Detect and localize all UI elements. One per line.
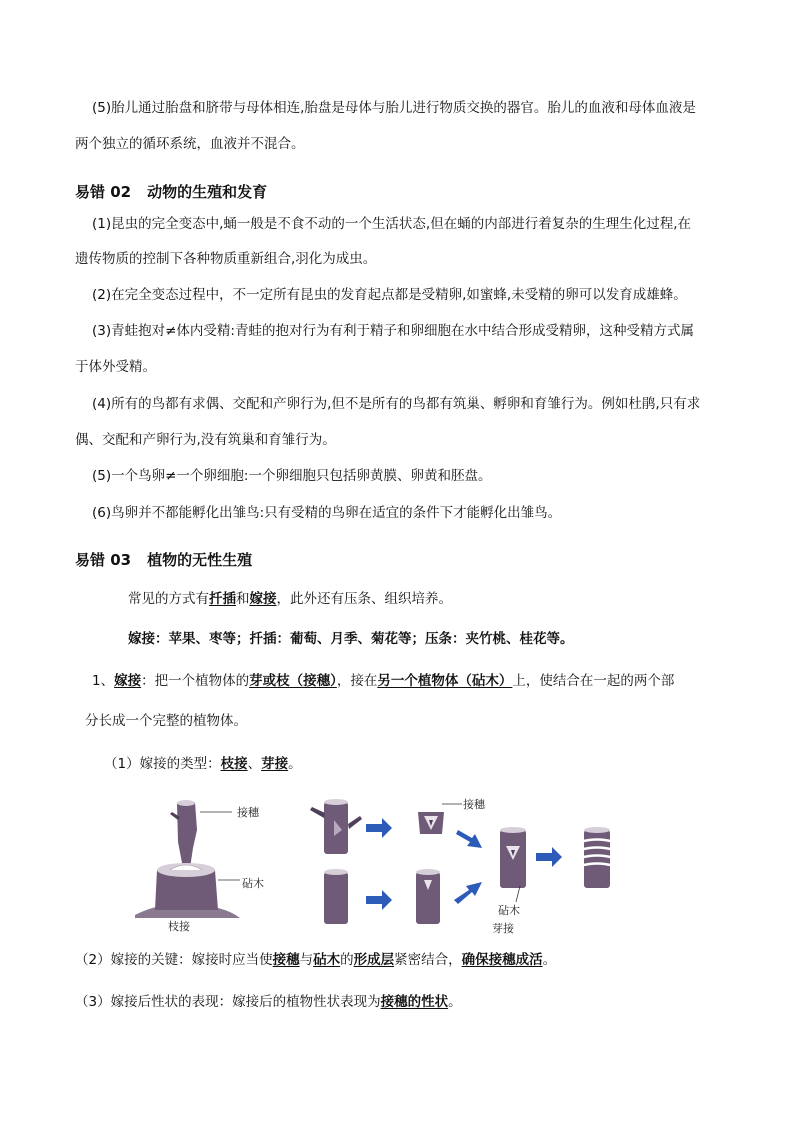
- text: （2）嫁接的关键：嫁接时应当使: [75, 952, 273, 968]
- bud-stock-source: [324, 869, 348, 924]
- label-scion-bud: 接穗: [463, 798, 485, 811]
- keyword-stock: 另一个植物体（砧木）: [377, 673, 513, 689]
- definition-grafting-line1: [92, 670, 674, 692]
- caption-bud-graft: 芽接: [492, 922, 514, 935]
- keyword-grafting: 嫁接: [114, 673, 142, 689]
- definition-grafting-line2: 分长成一个完整的植物体。: [85, 713, 247, 729]
- arrow-4: [454, 882, 482, 904]
- keyword-scion: 芽或枝（接穗）: [249, 673, 337, 689]
- heading-title: 动物的生殖和发育: [147, 183, 268, 201]
- paragraph-methods: [128, 588, 452, 610]
- heading-number: 易错 03: [75, 551, 132, 569]
- bud-graft-bound: [580, 827, 614, 888]
- text: （3）嫁接后性状的表现：嫁接后的植物性状表现为: [75, 994, 381, 1010]
- text: 紧密结合，: [394, 952, 462, 968]
- paragraph-placenta-line1: (5)胎儿通过胎盘和脐带与母体相连,胎盘是母体与胎儿进行物质交换的器官。胎儿的血液和母体血液是: [92, 100, 696, 116]
- paragraph-bird-line2: 偶、交配和产卵行为,没有筑巢和育雏行为。: [75, 432, 336, 448]
- keyword-grafting: 嫁接: [249, 591, 277, 607]
- paragraph-frog-line1: (3)青蛙抱对≠体内受精:青蛙的抱对行为有利于精子和卵细胞在水中结合形成受精卵，这种受精方式属: [92, 323, 694, 339]
- text: 与: [299, 952, 314, 968]
- section-heading-03: [75, 549, 252, 570]
- paragraph-bee: (2)在完全变态过程中，不一定所有昆虫的发育起点都是受精卵,如蜜蜂,未受精的卵可以发育成雄蜂。: [92, 287, 687, 303]
- bud-graft-source-branch: [310, 799, 362, 854]
- paragraph-egg: (5)一个鸟卵≠一个卵细胞:一个卵细胞只包括卵黄膜、卵黄和胚盘。: [92, 468, 492, 484]
- grafting-trait: [75, 991, 462, 1013]
- text: 。: [542, 952, 557, 968]
- keyword-cutting: 扦插: [209, 591, 236, 607]
- text: 和: [236, 591, 250, 607]
- paragraph-insect-line2: 遗传物质的控制下各种物质重新组合,羽化为成虫。: [75, 251, 377, 267]
- caption-branch-graft: 枝接: [168, 920, 190, 933]
- keyword-cambium: 形成层: [353, 952, 395, 968]
- text: 1、: [92, 673, 115, 689]
- grafting-key: [75, 949, 556, 971]
- text: ：把一个植物体的: [141, 673, 250, 689]
- text: 。: [448, 994, 462, 1010]
- text: 、: [247, 756, 262, 772]
- text: ，此外还有压条、组织培养。: [276, 591, 452, 607]
- paragraph-bird-line1: (4)所有的鸟都有求偶、交配和产卵行为,但不是所有的鸟都有筑巢、孵卵和育雏行为。例如杜鹃,只有求: [92, 396, 701, 412]
- branch-graft-scion: [170, 800, 197, 868]
- arrow-3: [366, 890, 392, 910]
- arrow-5: [536, 847, 562, 867]
- paragraph-hatch: (6)鸟卵并不都能孵化出雏鸟:只有受精的鸟卵在适宜的条件下才能孵化出雏鸟。: [92, 505, 562, 521]
- paragraph-examples: 嫁接：苹果、枣等；扦插：葡萄、月季、菊花等；压条：夹竹桃、桂花等。: [128, 631, 574, 647]
- arrow-2: [456, 830, 482, 848]
- text: 的: [340, 952, 354, 968]
- text: （1）嫁接的类型：: [104, 756, 221, 772]
- text: 常见的方式有: [128, 591, 209, 607]
- bud-scion-piece: [418, 812, 444, 834]
- text: 。: [288, 756, 302, 772]
- label-stock: 砧木: [242, 877, 264, 890]
- bud-stock-cut: [416, 869, 440, 924]
- grafting-figure: [120, 790, 630, 935]
- keyword-bud-graft: 芽接: [261, 756, 289, 772]
- branch-graft-stock: [135, 863, 240, 918]
- text: 上，使结合在一起的两个部: [512, 673, 675, 689]
- paragraph-insect-line1: (1)昆虫的完全变态中,蛹一般是不食不动的一个生活状态,但在蛹的内部进行着复杂的生理生化过程,在: [92, 216, 691, 232]
- text: ，接在: [336, 673, 378, 689]
- keyword-branch-graft: 枝接: [220, 756, 248, 772]
- paragraph-placenta-line2: 两个独立的循环系统，血液并不混合。: [75, 136, 305, 152]
- arrow-1: [366, 818, 392, 838]
- heading-number: 易错 02: [75, 183, 132, 201]
- keyword-survival: 确保接穗成活: [461, 952, 543, 968]
- grafting-types: [104, 753, 302, 775]
- section-heading-02: [75, 181, 267, 202]
- bud-graft-combined: [500, 827, 526, 888]
- keyword-scion: 接穗: [272, 952, 300, 968]
- paragraph-frog-line2: 于体外受精。: [75, 359, 156, 375]
- label-scion: 接穗: [237, 806, 259, 819]
- heading-title: 植物的无性生殖: [147, 551, 253, 569]
- keyword-scion-trait: 接穗的性状: [380, 994, 449, 1010]
- keyword-stock: 砧木: [313, 952, 341, 968]
- label-stock-bud: 砧木: [498, 904, 520, 917]
